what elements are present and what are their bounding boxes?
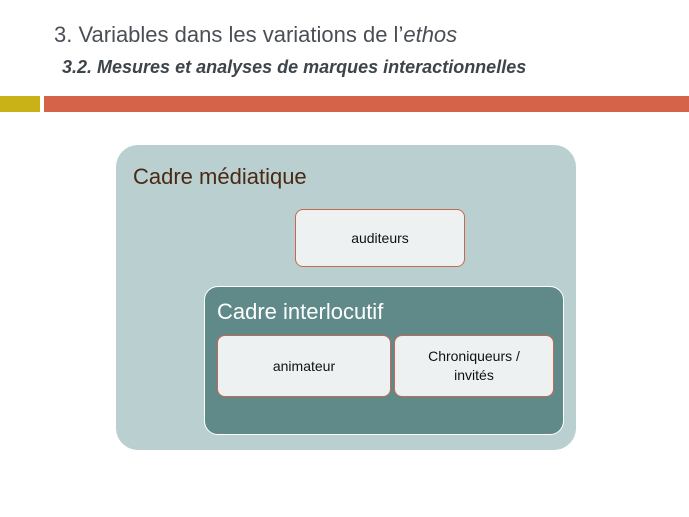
accent-bar-yellow [0,96,40,112]
accent-bar-orange [44,96,689,112]
host-box-label: animateur [272,357,336,374]
guests-box [394,335,554,397]
host-box [217,335,391,397]
interlocutive-frame-label: Cadre interlocutif [217,299,384,324]
media-frame-label: Cadre médiatique [133,164,307,189]
slide-title-emphasis: ethos [403,22,458,47]
guests-box-label-line2: invités [454,367,494,383]
slide-title [54,22,457,48]
slide-subtitle: 3.2. Mesures et analyses de marques interactionnelles [62,57,527,77]
audience-box [295,209,465,267]
slide-title-text: 3. Variables dans les variations de l’ [54,22,404,47]
audience-box-label: auditeurs [351,229,409,246]
guests-box-label-line1: Chroniqueurs / [428,348,520,365]
